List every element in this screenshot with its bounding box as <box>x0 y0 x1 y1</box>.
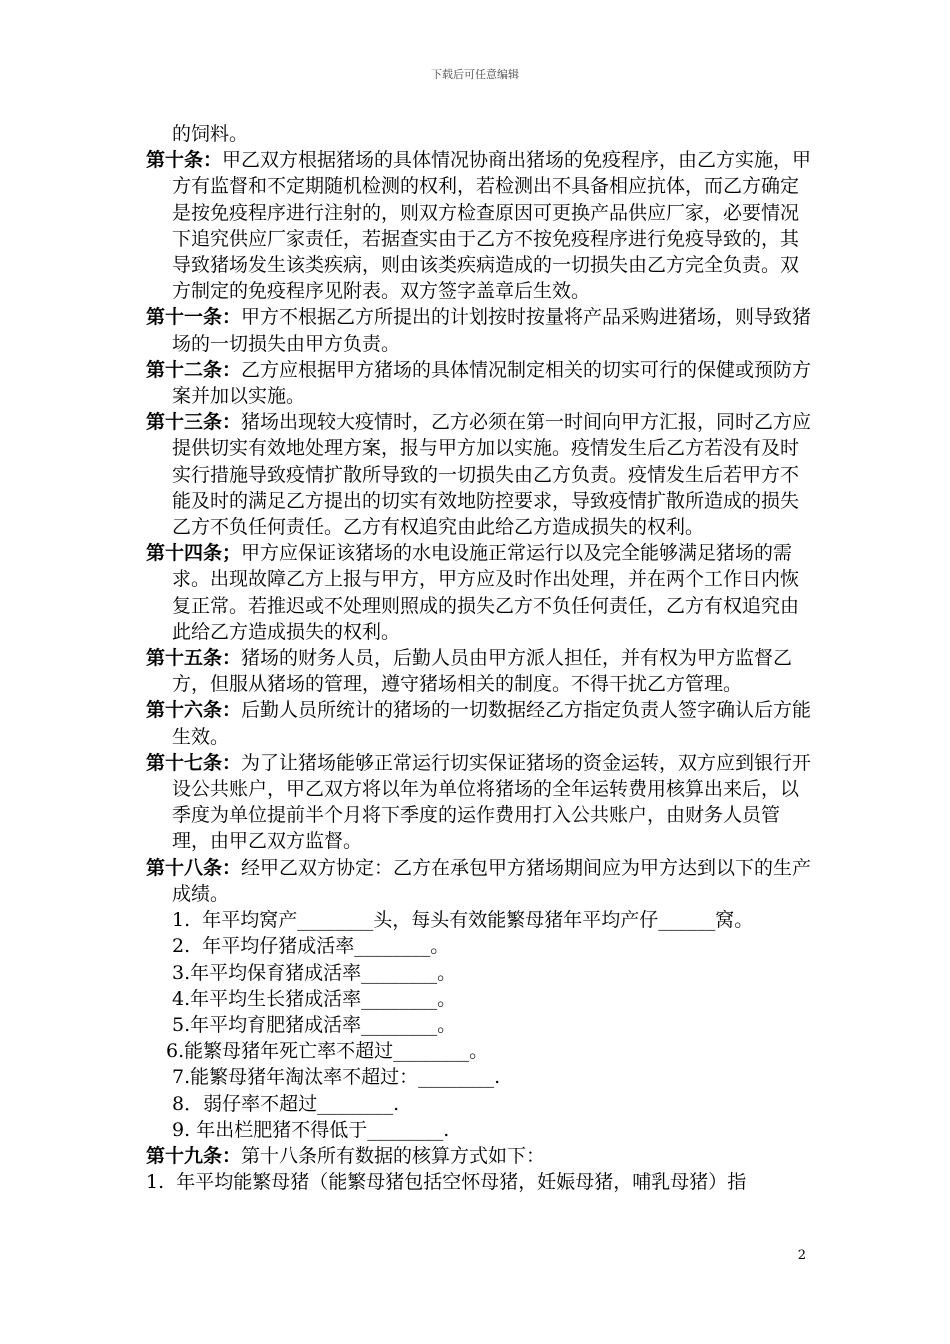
article-label: 第十六条： <box>146 699 242 722</box>
article-text: 甲方应保证该猪场的水电设施正常运行以及完全能够满足猪场的需求。出现故障乙方上报与甲方，甲方应及时作出处理，并在两个工作日内恢复正常。若推迟或不处理则照成的损失乙方不负任何责任，乙方有权追究由此给乙方造成损失的权利。 <box>172 542 800 643</box>
article-label: 第十五条： <box>146 647 242 670</box>
lead-line: 的饲料。 <box>172 123 249 145</box>
goal-item: 6.能繁母猪年死亡率不超过________。 <box>166 1040 489 1063</box>
article-text: 经甲乙双方协定：乙方在承包甲方猪场期间应为甲方达到以下的生产成绩。 <box>172 856 812 905</box>
article-paragraph <box>146 540 814 645</box>
goal-item: 8．弱仔率不超过________. <box>166 1092 400 1115</box>
goal-item: 4.年平均生长猪成活率________。 <box>166 987 457 1010</box>
articles-list <box>146 147 814 907</box>
article-19 <box>146 1143 814 1169</box>
article-label: 第十八条： <box>146 856 242 879</box>
article-text: 后勤人员所统计的猪场的一切数据经乙方指定负责人签字确认后方能生效。 <box>172 699 812 748</box>
page-number: 2 <box>797 1248 806 1263</box>
goal-item: 2. 年平均仔猪成活率________。 <box>166 935 450 958</box>
article-text: 乙方应根据甲方猪场的具体情况制定相关的切实可行的保健或预防方案并加以实施。 <box>172 358 812 408</box>
article-paragraph <box>146 855 814 907</box>
goal-item: 9. 年出栏肥猪不得低于________. <box>166 1118 450 1141</box>
goal-item: 3.年平均保育猪成活率________。 <box>166 961 457 984</box>
article-paragraph <box>146 645 814 697</box>
article-label: 第十三条： <box>146 411 242 434</box>
goal-item: 1. 年平均窝产________头，每头有效能繁母猪年平均产仔______窝。 <box>166 909 754 932</box>
article-paragraph <box>146 357 814 409</box>
article-paragraph <box>146 147 814 304</box>
article-label: 第十二条： <box>146 358 242 381</box>
article-text: 猪场出现较大疫情时，乙方必须在第一时间向甲方汇报，同时乙方应提供切实有效地处理方案，报与甲方加以实施。疫情发生后乙方若没有及时实行措施导致疫情扩散所导致的一切损失由乙方负责。疫情发生后若甲方不能及时的满足乙方提出的切实有效地防控要求，导致疫情扩散所造成的损失乙方不负任何责任。乙方有权追究由此给乙方造成损失的权利。 <box>172 411 812 539</box>
final-line: 1. 年平均能繁母猪（能繁母猪包括空怀母猪，妊娠母猪，哺乳母猪）指 <box>146 1171 747 1194</box>
goal-item: 5.年平均育肥猪成活率________。 <box>166 1013 457 1036</box>
article-text: 甲方不根据乙方所提出的计划按时按量将产品采购进猪场，则导致猪场的一切损失由甲方负责。 <box>172 306 812 355</box>
article-text: 猪场的财务人员，后勤人员由甲方派人担任，并有权为甲方监督乙方，但服从猪场的管理，遵守猪场相关的制度。不得干扰乙方管理。 <box>172 647 793 696</box>
article-label: 第十七条： <box>146 751 242 774</box>
document-body <box>146 121 814 1195</box>
article-paragraph <box>146 304 814 356</box>
article-text: 甲乙双方根据猪场的具体情况协商出猪场的免疫程序，由乙方实施，甲方有监督和不定期随机检测的权利，若检测出不具备相应抗体，而乙方确定是按免疫程序进行注射的，则双方检查原因可更换产品供应厂家，必要情况下追究供应厂家责任，若据查实由于乙方不按免疫程序进行免疫导致的，其导致猪场发生该类疾病，则由该类疾病造成的一切损失由乙方完全负责。双方制定的免疫程序见附表。双方签字盖章后生效。 <box>172 149 812 303</box>
article-label: 第十条： <box>146 149 223 172</box>
article-paragraph <box>146 750 814 855</box>
article-label: 第十一条： <box>146 306 242 329</box>
goals-list <box>166 907 814 1143</box>
article-paragraph <box>146 409 814 540</box>
article-label: 第十四条； <box>146 542 242 565</box>
article-paragraph <box>146 697 814 749</box>
article-text: 为了让猪场能够正常运行切实保证猪场的资金运转，双方应到银行开设公共账户，甲乙双方将以年为单位将猪场的全年运转费用核算出来后，以季度为单位提前半个月将下季度的运作费用打入公共账户，由财务人员管理，由甲乙双方监督。 <box>172 751 812 853</box>
goal-item: 7.能繁母猪年淘汰率不超过：________. <box>166 1066 501 1089</box>
article-label: 第十九条： <box>146 1144 242 1167</box>
article-text: 第十八条所有数据的核算方式如下： <box>241 1144 546 1167</box>
page-header: 下载后可任意编辑 <box>431 68 519 81</box>
